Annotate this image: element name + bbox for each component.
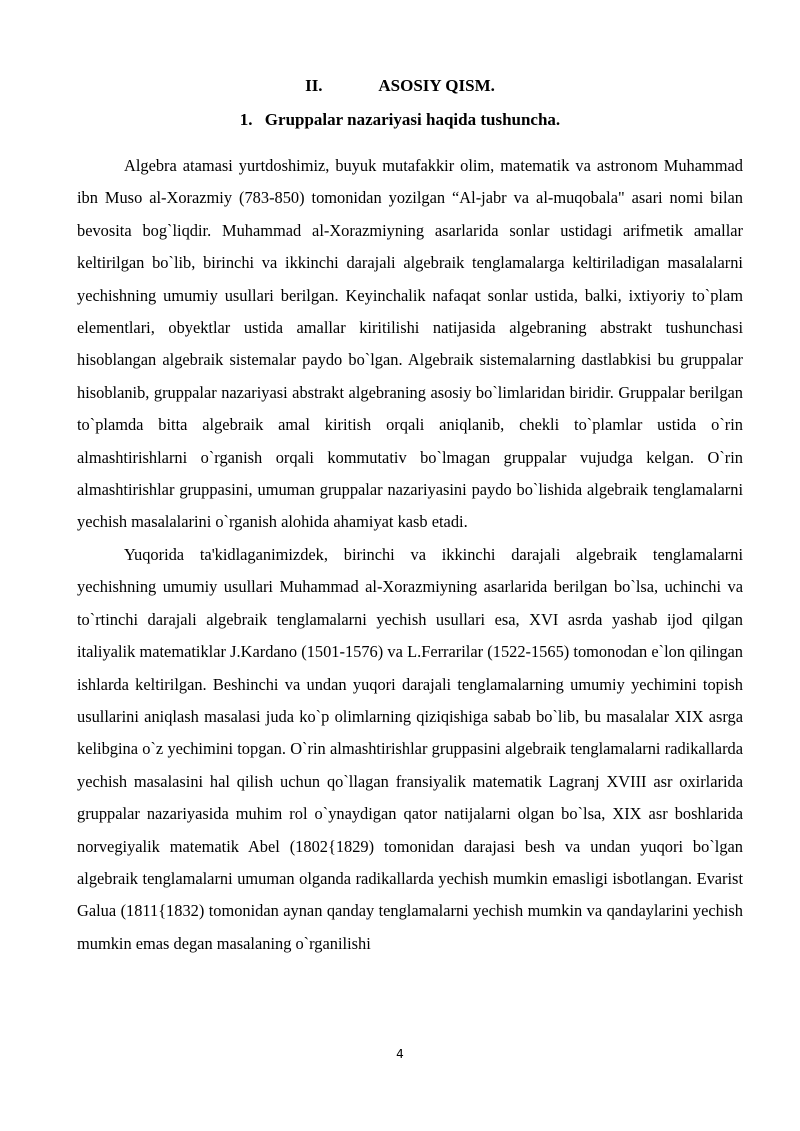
section-number: II.	[305, 76, 323, 95]
section-heading	[0, 74, 800, 98]
paragraph: Yuqorida ta'kidlaganimizdek, birinchi va ikkinchi darajali algebraik tenglamalarni yechishning umumiy usullari Muhammad al-Xorazmiyning asarlarida berilgan bo`lsa, uchinchi va to`rtinchi darajali algebraik tenglamalarni yechish usullari esa, XVI asrda yashab ijod qilgan italiyalik matematiklar J.Kardano (1501-1576) va L.Ferrarilar (1522-1565) tomonodan e`lon qilingan ishlarda keltirilgan. Beshinchi va undan yuqori darajali tenglamalarning umumiy yechimini topish usullarini aniqlash masalasi juda ko`p olimlarning qiziqishiga sabab bo`lib, bu masalalar XIX asrga kelibgina o`z yechimini topgan. O`rin almashtirishlar gruppasini algebraik tenglamalarni radikallarda yechish masalasini hal qilish uchun qo`llagan fransiyalik matematik Lagranj XVIII asr oxirlarida gruppalar nazariyasida muhim rol o`ynaydigan qator natijalarni olgan bo`lsa, XIX asr boshlarida norvegiyalik matematik Abel (1802{1829) tomonidan darajasi besh va undan yuqori bo`lgan algebraik tenglamalarni umuman olganda radikallarda yechish mumkin emasligi isbotlangan. Evarist Galua (1811{1832) tomonidan aynan qanday tenglamalarni yechish mumkin va qandaylarini yechish mumkin emas degan masalaning o`rganilishi	[77, 544, 743, 953]
body-text	[77, 150, 743, 960]
subsection-heading	[0, 108, 800, 132]
page-number: 4	[396, 1047, 404, 1061]
subsection-number: 1.	[239, 110, 253, 129]
subsection-title: Gruppalar nazariyasi haqida tushuncha.	[264, 110, 561, 129]
paragraph: Algebra atamasi yurtdoshimiz, buyuk mutafakkir olim, matematik va astronom Muhammad ibn Muso al-Xorazmiy (783-850) tomonidan yozilgan “Al-jabr va al-muqobala" asari nomi bilan bevosita bog`liqdir. Muhammad al-Xorazmiyning asarlarida sonlar ustidagi arifmetik amallar keltirilgan bo`lib, birinchi va ikkinchi darajali algebraik tenglamalarga keltiriladigan masalalarni yechishning umumiy usullari berilgan. Keyinchalik nafaqat sonlar ustida, balki, ixtiyoriy to`plam elementlari, obyektlar ustida amallar kiritilishi natijasida algebraning abstrakt tushunchasi hisoblangan algebraik sistemalar paydo bo`lgan. Algebraik sistemalarning dastlabkisi bu gruppalar hisoblanib, gruppalar nazariyasi abstrakt algebraning asosiy bo`limlaridan biridir. Gruppalar berilgan to`plamda bitta algebraik amal kiritish orqali aniqlanib, chekli to`plamlar ustida o`rin almashtirishlarni o`rganish orqali kommutativ bo`lmagan gruppalar vujudga kelgan. O`rin almashtirishlar gruppasini, umuman gruppalar nazariyasini paydo bo`lishida algebraik tenglamalarni yechish masalalarini o`rganish alohida ahamiyat kasb etadi.	[77, 156, 743, 532]
section-title: ASOSIY QISM.	[378, 76, 495, 95]
